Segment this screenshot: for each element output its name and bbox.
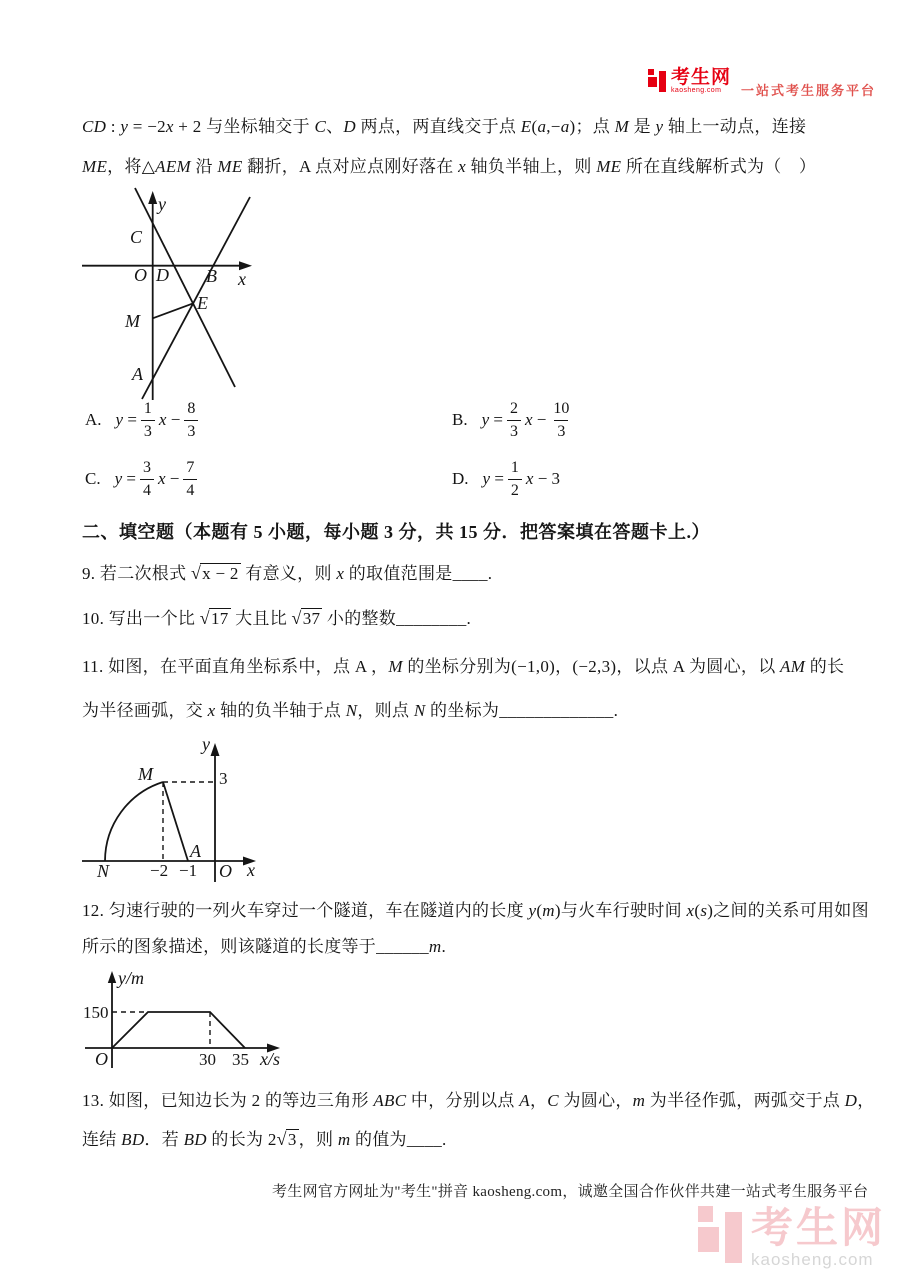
label-30: 30 — [199, 1050, 216, 1069]
option-b-pre: y = — [481, 410, 503, 429]
question13-line2: 连结 BD．若 BD 的长为 2√3 ，则 m 的值为____. — [82, 1129, 447, 1149]
label-b: B — [206, 266, 217, 286]
option-a-fraction2: $\frac{8}{3}$ — [184, 400, 198, 440]
label-y: y — [158, 194, 166, 214]
label-a: A — [190, 841, 201, 861]
question8-line2: ME，将△AEM 沿 ME 翻折，A 点对应点刚好落在 x 轴负半轴上，则 ME 所在直线解析式为（ ） — [82, 157, 817, 176]
label-o: O — [219, 861, 232, 881]
label-d: D — [156, 265, 169, 285]
option-a — [85, 396, 202, 444]
speed-graph — [112, 1012, 245, 1048]
label-y-axis: y/m — [118, 968, 144, 988]
kaosheng-logo-icon — [648, 69, 667, 92]
watermark-domain: kaosheng.com — [751, 1250, 874, 1269]
option-b-label: B. — [452, 410, 468, 429]
brand-tagline: 一站式考生服务平台 — [741, 83, 877, 98]
question12-line2: 所示的图象描述，则该隧道的长度等于______m. — [82, 937, 447, 956]
site-logo — [648, 69, 876, 99]
option-b — [452, 396, 576, 444]
option-c-fraction1: $\frac{3}{4}$ — [140, 459, 154, 499]
option-a-label: A. — [85, 410, 102, 429]
question13-line1: 13. 如图，已知边长为 2 的等边三角形 ABC 中，分别以点 A，C 为圆心，m 为半径作弧，两弧交于点 D， — [82, 1091, 875, 1110]
section-heading: 二、填空题（本题有 5 小题，每小题 3 分，共 15 分．把答案填在答题卡上.） — [82, 522, 710, 542]
arc-nm — [105, 782, 163, 861]
option-c-mid: x − — [157, 469, 180, 488]
label-n: N — [97, 861, 110, 881]
option-d-pre: y = — [482, 469, 504, 488]
option-d — [452, 455, 560, 503]
option-a-pre: y = — [115, 410, 137, 429]
y-axis-arrow — [108, 971, 116, 983]
option-b-mid: x − — [524, 410, 547, 429]
option-c-pre: y = — [114, 469, 136, 488]
label-x: x — [238, 269, 246, 289]
question9-line: 9. 若二次根式 √x − 2 有意义，则 x 的取值范围是____. — [82, 563, 493, 583]
label-e: E — [197, 293, 208, 313]
label-neg2: −2 — [150, 861, 169, 880]
y-axis-arrow — [211, 743, 220, 756]
option-b-fraction2: $\frac{10}{3}$ — [553, 399, 570, 440]
option-d-tail: x − 3 — [525, 469, 561, 488]
question11-line1: 11. 如图，在平面直角坐标系中，点 A ，M 的坐标分别为(−1,0)，(−2,3)，以点 A 为圆心，以 AM 的长 — [82, 657, 845, 676]
label-m: M — [138, 764, 153, 784]
question8-line1: CD : y = −2x + 2 与坐标轴交于 C、D 两点，两直线交于点 E(a,−a)；点 M 是 y 轴上一动点，连接 — [82, 117, 807, 136]
question10-line: 10. 写出一个比 √17 大且比 √37 小的整数________. — [82, 608, 472, 628]
line-ab — [142, 197, 250, 399]
figure-question8 — [80, 186, 260, 401]
label-o: O — [134, 265, 147, 285]
label-3: 3 — [219, 769, 228, 788]
question12-line1: 12. 匀速行驶的一列火车穿过一个隧道，车在隧道内的长度 y(m)与火车行驶时间 x(s)之间的关系可用如图 — [82, 901, 869, 920]
option-d-fraction1: $\frac{1}{2}$ — [508, 459, 522, 499]
watermark-logo-icon — [698, 1206, 744, 1263]
option-a-fraction1: $\frac{1}{3}$ — [141, 400, 155, 440]
brand-name: 考生网 — [671, 67, 732, 88]
line-cd — [135, 188, 235, 387]
option-c-label: C. — [85, 469, 101, 488]
label-x-axis: x/s — [260, 1049, 280, 1069]
option-d-label: D. — [452, 469, 469, 488]
figure-question12 — [80, 968, 290, 1073]
label-m: M — [125, 311, 140, 331]
figure-question11 — [80, 736, 270, 885]
label-c: C — [130, 227, 143, 247]
y-axis-arrow — [148, 191, 157, 204]
option-c-fraction2: $\frac{7}{4}$ — [183, 459, 197, 499]
label-x: x — [247, 860, 255, 880]
label-35: 35 — [232, 1050, 249, 1069]
option-b-fraction1: $\frac{2}{3}$ — [507, 400, 521, 440]
brand-domain: kaosheng.com — [671, 87, 722, 94]
watermark — [698, 1206, 886, 1270]
option-a-mid: x − — [158, 410, 181, 429]
label-neg1: −1 — [179, 861, 198, 880]
question11-line2: 为半径画弧，交 x 轴的负半轴于点 N，则点 N 的坐标为_____________. — [82, 701, 619, 720]
label-150: 150 — [83, 1003, 109, 1022]
footer-note: 考生网官方网址为"考生"拼音 kaosheng.com，诚邀全国合作伙伴共建一站式考生服务平台 — [272, 1184, 869, 1200]
segment-ma — [163, 782, 188, 861]
option-c — [85, 455, 201, 503]
label-y: y — [202, 736, 210, 754]
label-a: A — [132, 364, 143, 384]
label-o: O — [95, 1049, 108, 1069]
watermark-brand: 考生网 — [751, 1204, 887, 1251]
